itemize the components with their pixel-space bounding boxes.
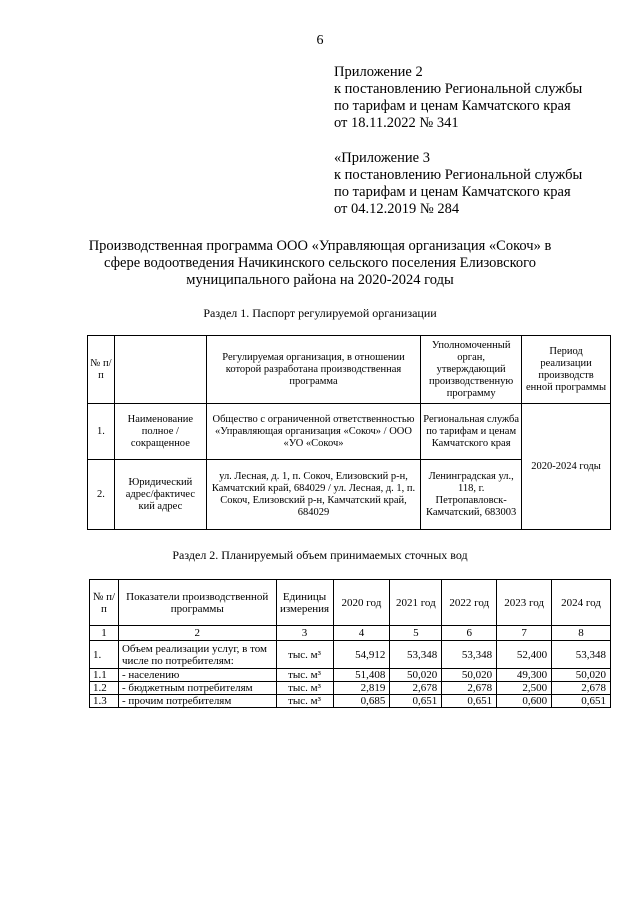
row-unit: тыс. м³: [276, 695, 333, 708]
header-blank: [114, 336, 206, 404]
row-value: 51,408: [333, 669, 390, 682]
row-name: - населению: [118, 669, 276, 682]
row-value: 53,348: [390, 641, 442, 669]
page-number: 6: [316, 33, 324, 48]
passport-header-row: [88, 336, 611, 404]
header-cell: 2024 год: [552, 580, 611, 626]
row-value: 2,819: [333, 682, 390, 695]
column-number: 7: [497, 626, 552, 641]
header-cell: 2023 год: [497, 580, 552, 626]
row-value: 50,020: [390, 669, 442, 682]
row-authority: Региональная служба по тарифам и ценам Камчатского края: [421, 404, 522, 460]
row-num: 2.: [88, 460, 115, 530]
row-value: 53,348: [442, 641, 497, 669]
table-row: [90, 641, 611, 669]
row-value: 52,400: [497, 641, 552, 669]
row-authority: Ленинградская ул., 118, г. Петропавловск-Камчатский, 683003: [421, 460, 522, 530]
header-cell: 2021 год: [390, 580, 442, 626]
row-unit: тыс. м³: [276, 641, 333, 669]
appendix-3-line: по тарифам и ценам Камчатского края: [334, 184, 571, 200]
row-unit: тыс. м³: [276, 682, 333, 695]
appendix-3-line: «Приложение 3: [334, 150, 430, 166]
row-num: 1.2: [90, 682, 119, 695]
title-line: муниципального района на 2020-2024 годы: [186, 272, 454, 288]
section-1-title: Раздел 1. Паспорт регулируемой организации: [203, 306, 437, 320]
row-num: 1.: [90, 641, 119, 669]
appendix-3-line: от 04.12.2019 № 284: [334, 201, 460, 217]
row-value: 53,348: [552, 641, 611, 669]
column-number: 1: [90, 626, 119, 641]
row-label: Наименование полное / сокращенное: [114, 404, 206, 460]
appendix-3-header: [334, 150, 582, 218]
row-value: 0,651: [390, 695, 442, 708]
column-number: 6: [442, 626, 497, 641]
row-value: 0,600: [497, 695, 552, 708]
period-value: 2020-2024 годы: [522, 404, 611, 530]
row-unit: тыс. м³: [276, 669, 333, 682]
column-number: 3: [276, 626, 333, 641]
appendix-3-line: к постановлению Региональной службы: [334, 167, 583, 183]
header-cell: 2022 год: [442, 580, 497, 626]
row-org: Общество с ограниченной ответственностью «Управляющая организация «Сокоч» / ООО «УО «Сокоч»: [206, 404, 420, 460]
volume-table: [89, 579, 611, 708]
appendix-2-line: по тарифам и ценам Камчатского края: [334, 98, 571, 114]
header-cell: 2020 год: [333, 580, 390, 626]
row-value: 49,300: [497, 669, 552, 682]
header-num: № п/п: [88, 336, 115, 404]
passport-table: [87, 335, 611, 530]
volume-header-row: [90, 580, 611, 626]
column-number: 2: [118, 626, 276, 641]
row-name: - прочим потребителям: [118, 695, 276, 708]
title-line: сфере водоотведения Начикинского сельского поселения Елизовского: [104, 255, 536, 271]
row-value: 50,020: [442, 669, 497, 682]
row-value: 2,678: [442, 682, 497, 695]
appendix-2-line: от 18.11.2022 № 341: [334, 115, 459, 131]
row-num: 1.1: [90, 669, 119, 682]
appendix-2-line: Приложение 2: [334, 64, 423, 80]
table-row: [90, 669, 611, 682]
row-value: 50,020: [552, 669, 611, 682]
header-cell: Показатели производственной программы: [118, 580, 276, 626]
table-row: [90, 682, 611, 695]
header-period: Период реализации производств енной программы: [522, 336, 611, 404]
row-label: Юридический адрес/фактичес кий адрес: [114, 460, 206, 530]
title-line: Производственная программа ООО «Управляющая организация «Сокоч» в: [88, 238, 552, 254]
appendix-2-header: [334, 64, 582, 132]
row-value: 0,685: [333, 695, 390, 708]
document-title: [80, 238, 560, 289]
row-org: ул. Лесная, д. 1, п. Сокоч, Елизовский р-н, Камчатский край, 684029 / ул. Лесная, д. 1, п. Сокоч, Елизовский р-н, Камчатский край, 684029: [206, 460, 420, 530]
row-num: 1.3: [90, 695, 119, 708]
row-value: 2,678: [390, 682, 442, 695]
column-number: 8: [552, 626, 611, 641]
section-2-title: Раздел 2. Планируемый объем принимаемых сточных вод: [172, 548, 468, 562]
row-num: 1.: [88, 404, 115, 460]
row-value: 2,500: [497, 682, 552, 695]
header-org: Регулируемая организация, в отношении которой разработана производственная программа: [206, 336, 420, 404]
table-row: [90, 695, 611, 708]
appendix-2-line: к постановлению Региональной службы: [334, 81, 583, 97]
row-value: 54,912: [333, 641, 390, 669]
header-cell: Единицы измерения: [276, 580, 333, 626]
row-value: 0,651: [552, 695, 611, 708]
column-number: 5: [390, 626, 442, 641]
passport-row: [88, 404, 611, 460]
row-name: Объем реализации услуг, в том числе по потребителям:: [118, 641, 276, 669]
row-value: 2,678: [552, 682, 611, 695]
column-number: 4: [333, 626, 390, 641]
row-name: - бюджетным потребителям: [118, 682, 276, 695]
header-authority: Уполномоченный орган, утверждающий производственную программу: [421, 336, 522, 404]
row-value: 0,651: [442, 695, 497, 708]
header-cell: № п/п: [90, 580, 119, 626]
column-number-row: [90, 626, 611, 641]
